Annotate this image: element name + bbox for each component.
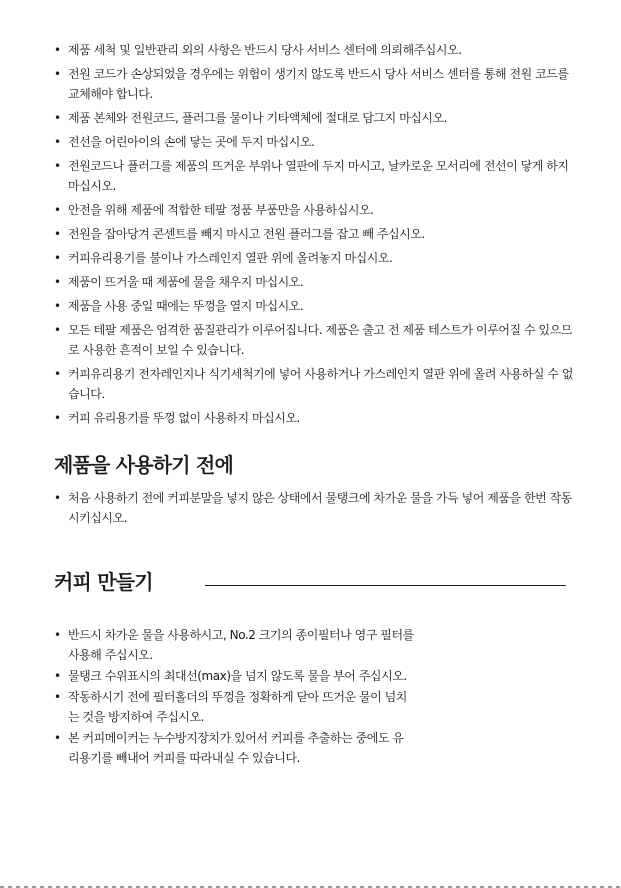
coffee-item-text: 본 커피메이커는 누수방지장치가 있어서 커피를 추출하는 중에도 유리용기를 빼내어 커피를 따라내실 수 있습니다. [68,731,404,765]
bullet-icon: • [54,323,61,337]
bullet-icon: • [54,111,61,125]
safety-item-text: 전원코드나 플러그를 제품의 뜨거운 부위나 열판에 두지 마시고, 날카로운 모서리에 전선이 닿게 하지 마십시오. [68,159,569,193]
bullet-icon: • [54,43,61,57]
list-item [54,320,574,360]
before-use-heading: 제품을 사용하기 전에 [54,453,234,477]
safety-item-text: 제품을 사용 중일 때에는 뚜껑을 열지 마십시오. [68,299,304,313]
bullet-icon: • [54,367,61,381]
bullet-icon: • [54,411,61,425]
list-item [54,224,574,244]
list-item [54,248,574,268]
bullet-icon: • [54,159,61,173]
list-item [54,687,414,727]
list-item [54,200,574,220]
before-use-list [54,488,574,532]
list-item [54,64,574,104]
safety-item-text: 커피유리용기 전자레인지나 식기세척기에 넣어 사용하거나 가스레인지 열판 위에 올려 사용하실 수 없습니다. [68,367,573,401]
coffee-item-text: 작동하시기 전에 필터홀더의 뚜껑을 정확하게 닫아 뜨거운 물이 넘치는 것을 방지하여 주십시오. [68,690,407,724]
list-item [54,132,574,152]
bullet-icon: • [54,628,61,642]
making-coffee-heading: 커피 만들기 [54,570,153,594]
bullet-icon: • [54,275,61,289]
list-item [54,408,574,428]
bullet-icon: • [54,669,61,683]
bullet-icon: • [54,491,61,505]
list-item [54,728,414,768]
list-item [54,272,574,292]
safety-item-text: 안전을 위해 제품에 적합한 테팔 정품 부품만을 사용하십시오. [68,203,374,217]
bullet-icon: • [54,251,61,265]
safety-item-text: 전원을 잡아당겨 콘센트를 빼지 마시고 전원 플러그를 잡고 빼 주십시오. [68,227,425,241]
coffee-item-text: 반드시 차가운 물을 사용하시고, No.2 크기의 종이필터나 영구 필터를 사용해 주십시오. [68,628,414,662]
list-item [54,625,414,665]
bullet-icon: • [54,731,61,745]
bullet-icon: • [54,227,61,241]
list-item [54,364,574,404]
safety-item-text: 커피 유리용기를 뚜껑 없이 사용하지 마십시오. [68,411,300,425]
making-coffee-list [54,625,414,769]
safety-item-text: 제품이 뜨거울 때 제품에 물을 채우지 마십시오. [68,275,304,289]
safety-item-text: 전선을 어린아이의 손에 닿는 곳에 두지 마십시오. [68,135,315,149]
section-divider [205,585,566,586]
safety-item-text: 커피유리용기를 불이나 가스레인지 열판 위에 올려놓지 마십시오. [68,251,393,265]
list-item [54,156,574,196]
safety-item-text: 전원 코드가 손상되었을 경우에는 위험이 생기지 않도록 반드시 당사 서비스 센터를 통해 전원 코드를 교체해야 합니다. [68,67,569,101]
bullet-icon: • [54,299,61,313]
bullet-icon: • [54,203,61,217]
list-item [54,108,574,128]
safety-instructions-list [54,40,574,432]
bullet-icon: • [54,67,61,81]
list-item [54,296,574,316]
safety-item-text: 제품 세척 및 일반관리 외의 사항은 반드시 당사 서비스 센터에 의뢰해주십시오. [68,43,462,57]
coffee-item-text: 물탱크 수위표시의 최대선(max)을 넘지 않도록 물을 부어 주십시오. [68,669,407,683]
before-use-item-text: 처음 사용하기 전에 커피분말을 넣지 않은 상태에서 물탱크에 차가운 물을 가득 넣어 제품을 한번 작동시키십시오. [68,491,572,525]
safety-item-text: 모든 테팔 제품은 엄격한 품질관리가 이루어집니다. 제품은 출고 전 제품 테스트가 이루어질 수 있으므로 사용한 흔적이 보일 수 있습니다. [68,323,572,357]
list-item [54,40,574,60]
list-item [54,666,414,686]
safety-item-text: 제품 본체와 전원코드, 플러그를 물이나 기타액체에 절대로 담그지 마십시오. [68,111,448,125]
bullet-icon: • [54,690,61,704]
bullet-icon: • [54,135,61,149]
list-item [54,488,574,528]
